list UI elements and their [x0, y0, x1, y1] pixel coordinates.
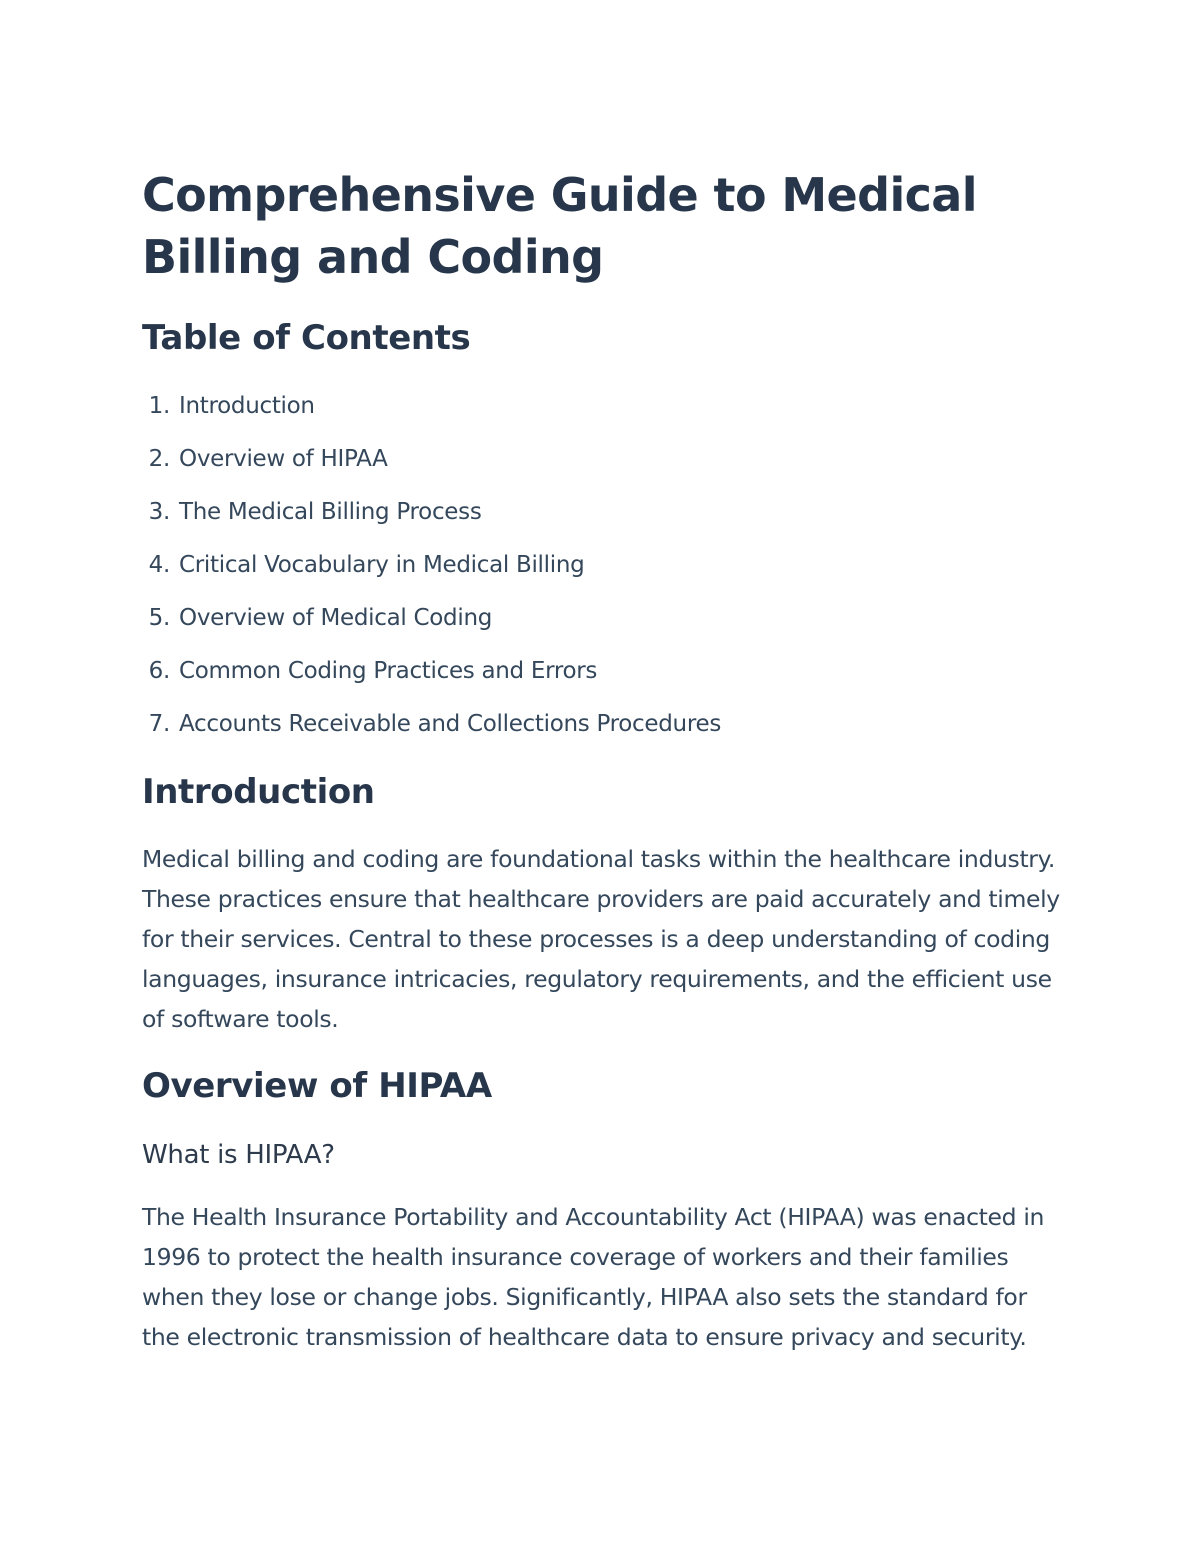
toc-item-number: 1. — [148, 393, 170, 419]
hipaa-subheading: What is HIPAA? — [142, 1140, 335, 1170]
toc-item-number: 7. — [148, 711, 170, 737]
toc-item-coding-practices — [142, 651, 721, 704]
toc-item-label: Critical Vocabulary in Medical Billing — [179, 552, 585, 578]
toc-item-number: 6. — [148, 658, 170, 684]
toc-item-billing-process — [142, 492, 721, 545]
toc-item-vocabulary — [142, 545, 721, 598]
introduction-paragraph: Medical billing and coding are foundational tasks within the healthcare industry. These practices ensure that healthcare providers are paid accurately and timely for their services. Central to these processes is a deep understanding of coding languages, insurance intricacies, regulatory requirements, and the efficient use of software tools. — [142, 845, 1060, 1033]
toc-item-number: 4. — [148, 552, 170, 578]
introduction-heading: Introduction — [142, 772, 375, 812]
toc-item-introduction — [142, 386, 721, 439]
table-of-contents — [142, 386, 721, 757]
toc-item-label: Common Coding Practices and Errors — [179, 658, 598, 684]
toc-item-medical-coding — [142, 598, 721, 651]
toc-item-number: 5. — [148, 605, 170, 631]
toc-item-label: The Medical Billing Process — [179, 499, 482, 525]
hipaa-heading: Overview of HIPAA — [142, 1066, 492, 1106]
toc-item-accounts-receivable — [142, 704, 721, 757]
toc-item-hipaa — [142, 439, 721, 492]
toc-heading: Table of Contents — [142, 318, 471, 358]
document-title: Comprehensive Guide to Medical Billing and Coding — [142, 168, 977, 284]
toc-item-label: Overview of Medical Coding — [179, 605, 493, 631]
toc-item-label: Accounts Receivable and Collections Procedures — [179, 711, 722, 737]
toc-item-number: 2. — [148, 446, 170, 472]
toc-item-label: Introduction — [179, 393, 315, 419]
hipaa-paragraph: The Health Insurance Portability and Accountability Act (HIPAA) was enacted in 1996 to protect the health insurance coverage of workers and their families when they lose or change jobs. Significantly, HIPAA also sets the standard for the electronic transmission of healthcare data to ensure privacy and security. — [142, 1203, 1045, 1351]
toc-item-number: 3. — [148, 499, 170, 525]
toc-item-label: Overview of HIPAA — [179, 446, 388, 472]
